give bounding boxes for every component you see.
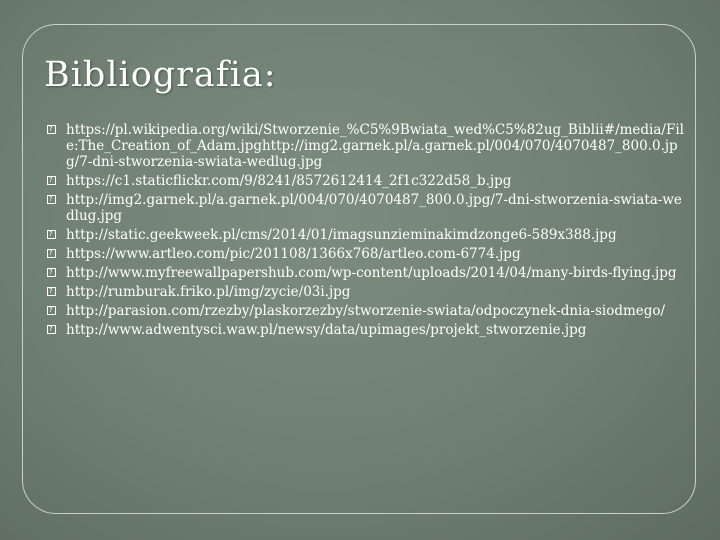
bibliography-item [46,122,686,170]
bibliography-link[interactable]: http://img2.garnek.pl/a.garnek.pl/004/070/4070487_800.0.jpg/7-dni-stworzenia-swiata-wedlug.jpg [66,192,682,224]
bibliography-link[interactable]: http://www.adwentysci.waw.pl/newsy/data/upimages/projekt_stworzenie.jpg [66,322,587,338]
bibliography-link[interactable]: https://www.artleo.com/pic/201108/1366x768/artleo.com-6774.jpg [66,246,521,262]
slide-title: Bibliografia: [44,55,277,95]
missing-glyph-icon [47,125,56,134]
bibliography-item [46,303,686,319]
missing-glyph-icon [47,249,56,258]
bibliography-link[interactable]: http://parasion.com/rzezby/plaskorzezby/stworzenie-swiata/odpoczynek-dnia-siodmego/ [66,303,666,319]
bibliography-link[interactable]: https://pl.wikipedia.org/wiki/Stworzenie_%C5%9Bwiata_wed%C5%82ug_Biblii#/media/File:The_Creation_of_Adam.jpghttp://img2.garnek.pl/a.garnek.pl/004/070/4070487_800.0.jpg/7-dni-stworzenia-swiata-wedlug.jpg [66,122,684,170]
bibliography-item [46,322,686,338]
missing-glyph-icon [47,306,56,315]
bibliography-item [46,246,686,262]
missing-glyph-icon [47,195,56,204]
bibliography-list [46,122,686,341]
bibliography-link[interactable]: http://www.myfreewallpapershub.com/wp-content/uploads/2014/04/many-birds-flying.jpg [66,265,677,281]
bibliography-link[interactable]: https://c1.staticflickr.com/9/8241/8572612414_2f1c322d58_b.jpg [66,173,512,189]
missing-glyph-icon [47,230,56,239]
bibliography-item [46,265,686,281]
missing-glyph-icon [47,176,56,185]
missing-glyph-icon [47,268,56,277]
missing-glyph-icon [47,287,56,296]
bibliography-link[interactable]: http://static.geekweek.pl/cms/2014/01/imagsunzieminakimdzonge6-589x388.jpg [66,227,617,243]
bibliography-link[interactable]: http://rumburak.friko.pl/img/zycie/03i.jpg [66,284,351,300]
missing-glyph-icon [47,325,56,334]
bibliography-item [46,227,686,243]
bibliography-item [46,173,686,189]
bibliography-item [46,284,686,300]
bibliography-item [46,192,686,224]
